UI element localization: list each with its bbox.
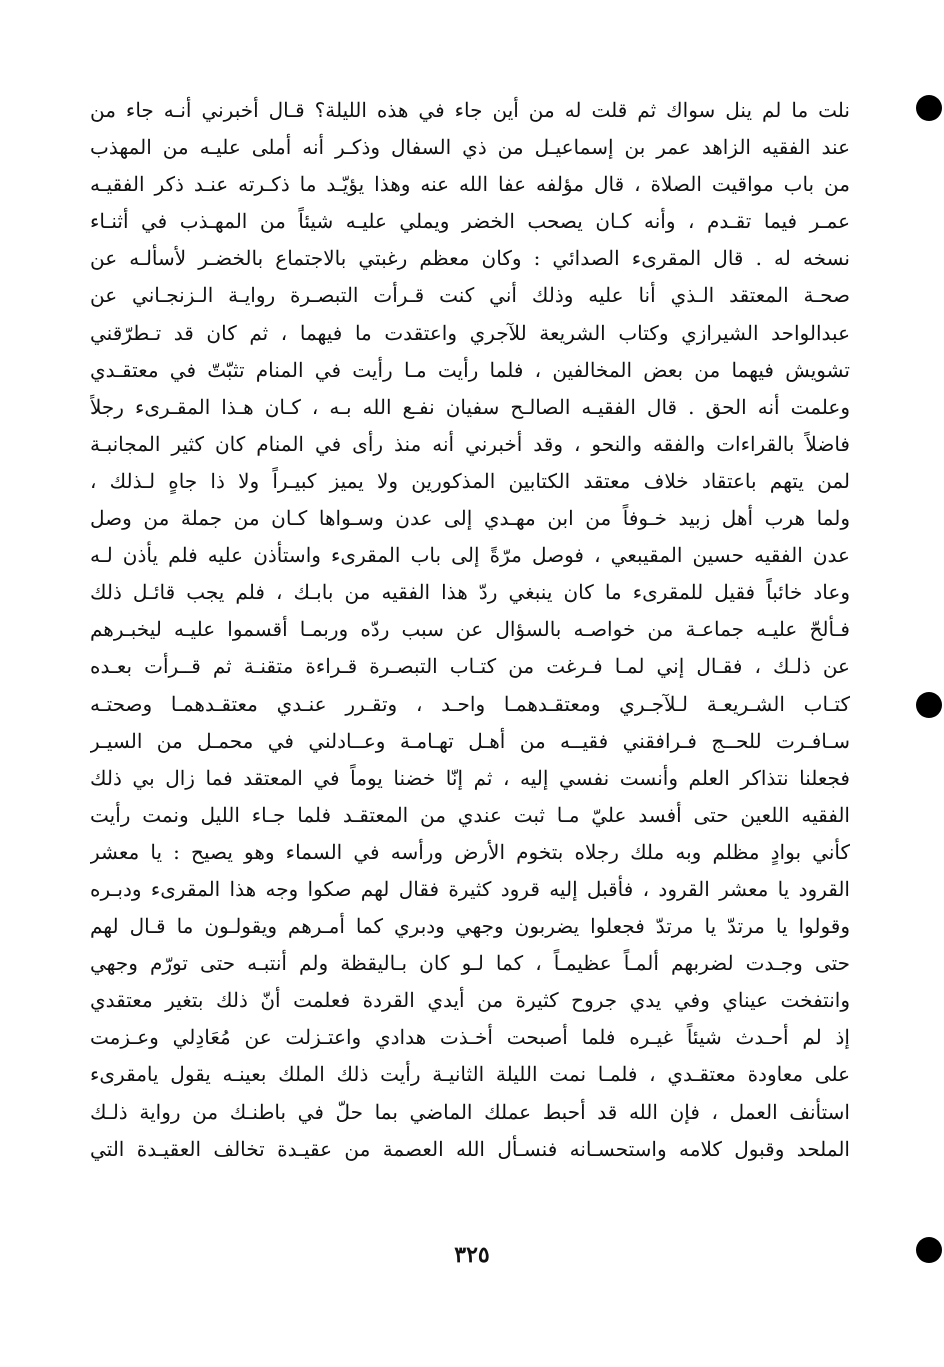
text-line: استأنف العمل ، فإن الله قد أحبط عملك الماضي بما حلّ في باطنـك من رواية ذلـك [90, 1099, 850, 1124]
text-line: نلت ما لم ينل سواك ثم قلت له من أين جاء في هذه الليلة؟ قـال أخبرني أنـه جاء من [90, 98, 850, 122]
text-line: عند الفقيه الزاهد عمر بن إسماعيـل من ذي السفال وذكـر أنه أملى عليـه من المهذب [90, 135, 850, 160]
text-line: وقولوا يا مرتدّ يا مرتدّ فجعلوا يضربون وجهي ودبري كما أمـرهم ويقولـون ما قـال لهم [90, 914, 850, 939]
text-line: نسخه له . قال المقرىء الصدائي : وكان معظم رغبتي بالاجتماع بالخضـر لأسألـه عن [90, 246, 850, 271]
text-line: من باب مواقيت الصلاة ، قال مؤلفه عفا الله عنه وهذا يؤيّـد ما ذكـرته عنـد ذكر الفقيـه [90, 172, 850, 197]
text-line: إذ لم أحـدث شيئاً غيـره فلما أصبحت أخـذت هدادي واعتـزلت عن مُعَادِلي وعـزمت [90, 1025, 850, 1050]
text-line: كأني بوادٍ مظلم وبه ملك رجلاه بتخوم الأرض ورأسه في السماء وهو يصيح : يا معشر [90, 839, 850, 864]
text-line: وعاد خائباً فقيل للمقرىء ما كان ينبغي ردّ هذا الفقيه من بابـك ، فلم يجب قائـل ذلك [90, 580, 850, 605]
text-line: الفقيه اللعين حتى أفسد عليّ مـا ثبت عندي من المعتقـد فلما جـاء الليل ونمت رأيت [90, 802, 850, 827]
page-number: ٣٢٥ [454, 1242, 490, 1268]
punch-hole-middle [916, 692, 942, 718]
body-text [90, 92, 850, 1168]
text-line: الملحد وقبول كلامه واستحسـانه فنسـأل الله العصمة من عقيـدة تخالف العقيـدة التي [90, 1136, 850, 1161]
text-line: على معاودة معتقـدي ، فلمـا نمت الليلة الثانيـة رأيت ذلك الملك بعينـه يقول يامقرىء [90, 1062, 850, 1087]
text-line: القرود يا معشر القرود ، فأقبل إليه قرود كثيرة فقال لهم صكوا وجه هذا المقرىء ودبـره [90, 876, 850, 901]
text-line: فـألحّ عليـه جماعـة من خواصـه بالسؤال عن سبب ردّه وربمـا أقسموا عليـه ليخبـرهم [90, 617, 850, 642]
text-line: ولما هرب أهل زبيد خـوفاً من ابن مهـدي إلى عدن وسـواها كـان من جملة من وصل [90, 506, 850, 531]
text-line: عن ذلـك ، فقـال إني لمـا فـرغت من كتـاب التبصـرة قـراءة متقنـة ثم قــرأت بعـده [90, 654, 850, 679]
text-line: كتـاب الشـريعـة لـلآجـري ومعتقـدهمـا واحـد ، وتقـرر عنـدي معتقـدهمـا وصحتـه [90, 691, 850, 716]
text-line: لمن يتهم باعتقاد خلاف معتقد الكتابين المذكورين ولا يميز كبيـراً ولا ذا جاهٍ لـذلك ، [90, 468, 850, 493]
text-line: تشويش فيهما من بعض المخالفين ، فلما رأيت مـا رأيت في المنام تثبّتّ في معتقـدي [90, 357, 850, 382]
text-line: صحـة المعتقد الـذي أنا عليه وذلك أني كنت قـرأت التبصـرة روايـة الـزنجـاني عن [90, 283, 850, 308]
text-line: وعلمت أنه الحق . قال الفقيـه الصالـح سفيان نفـع الله بـه ، كـان هـذا المقـرىء رجلاً [90, 394, 850, 419]
text-line: عبدالواحد الشيرازي وكتاب الشريعة للآجري واعتقدت ما فيهما ، ثم كان قد تـطرّقني [90, 320, 850, 345]
text-line: فجعلنا نتذاكر العلم وأنست نفسي إليه ، ثم إنّا خضنا يوماً في المعتقد فما زال بي ذلك [90, 765, 850, 790]
text-line: سـافـرت للحــج فـرافقني فقيــه من أهـل تهـامـة وعــادلني في محمـل من السيـر [90, 728, 850, 753]
text-line: عمـر فيما تقـدم ، وأنه كـان يصحب الخضر ويملي عليـه شيئاً من المهـذب في أثنـاء [90, 209, 850, 234]
text-line: عدن الفقيه حسين المقيبعي ، فوصل مرّةً إلى باب المقرىء واستأذن عليه فلم يأذن لـه [90, 543, 850, 568]
text-line: حتى وجـدت لضربهم ألمـاً عظيمـاً ، كما لـو كان بـاليقظة ولم أنتبـه حتى تورّم وجهي [90, 951, 850, 976]
punch-hole-top [916, 95, 942, 121]
text-line: وانتفخت عيناي وفي يدي جروح كثيرة من أيدي القردة فعلمت أنّ ذلك بتغير معتقدي [90, 988, 850, 1013]
text-line: فاضلاً بالقراءات والفقه والنحو ، وقد أخبرني أنه منذ رأى في المنام كان كثير المجانبـة [90, 431, 850, 456]
